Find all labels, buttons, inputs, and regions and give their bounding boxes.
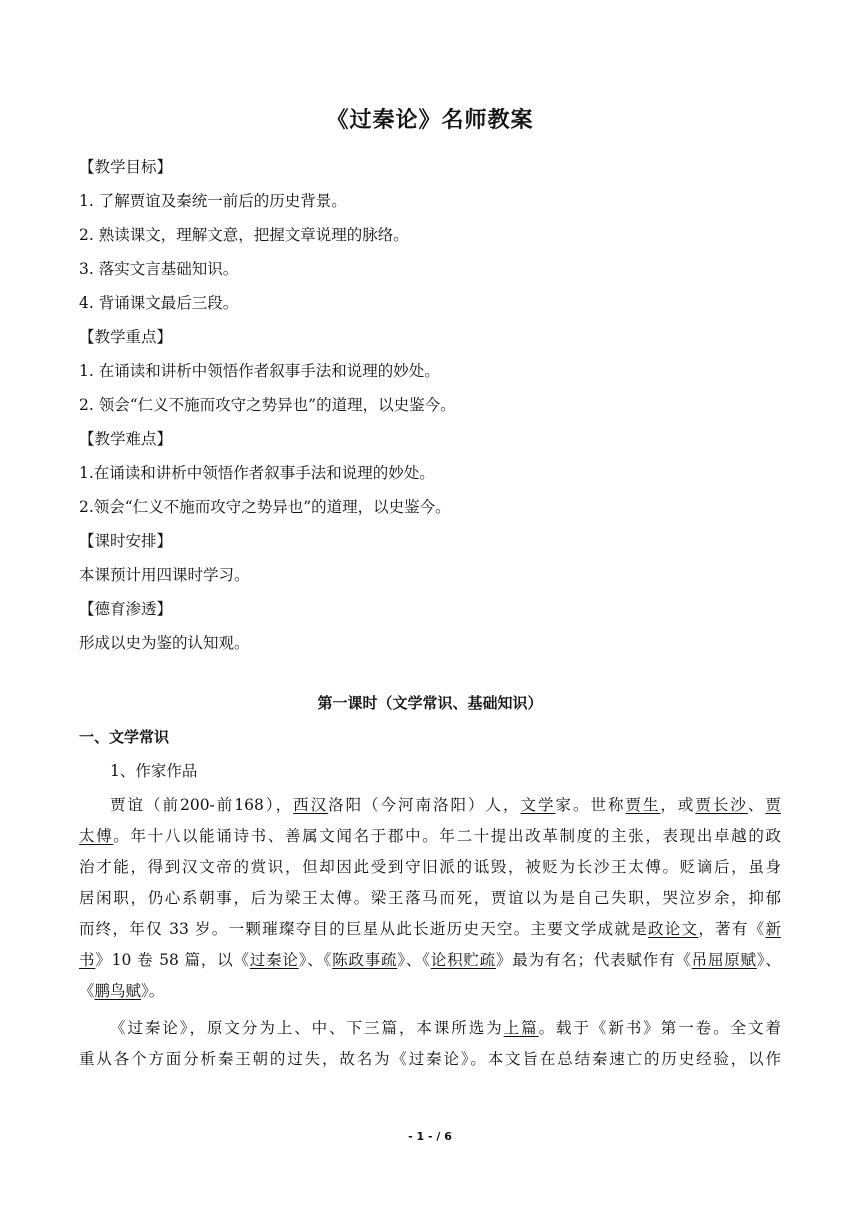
goal-item: 4. 背诵课文最后三段。: [79, 294, 239, 312]
moral-text: 形成以史为鉴的认知观。: [79, 634, 250, 652]
page-number: - 1 - / 6: [408, 1130, 452, 1143]
underlined-term: 政论文: [648, 920, 699, 938]
section-heading-goals: 【教学目标】: [79, 158, 173, 176]
difficult-point-item: 2.领会“仁义不施而攻守之势异也”的道理，以史鉴今。: [79, 498, 451, 516]
document-title: 《过秦论》名师教案: [326, 108, 534, 133]
difficult-point-item: 1.在诵读和讲析中领悟作者叙事手法和说理的妙处。: [79, 464, 435, 482]
paragraph-line: 《鹏鸟赋》。: [79, 982, 165, 1000]
document-body: [79, 150, 781, 1075]
underlined-term: 西汉: [293, 796, 329, 814]
paragraph-line: 而终，年仅 33 岁。一颗璀璨夺目的巨星从此长逝历史天空。主要文学成就是政论文，著有《新: [79, 920, 781, 938]
work-paragraph: [79, 1013, 781, 1075]
paragraph-line: 书》10 卷 58 篇，以《过秦论》、《陈政事疏》、《论积贮疏》最为有名；代表赋作有《吊屈原赋》、: [79, 951, 781, 969]
paragraph-line: 重从各个方面分析秦王朝的过失，故名为《过秦论》。本文旨在总结秦速亡的历史经验，以作: [79, 1050, 781, 1068]
underlined-term: 文学: [520, 796, 556, 814]
underlined-term: 上篇: [503, 1019, 539, 1037]
key-point-item: 1. 在诵读和讲析中领悟作者叙事手法和说理的妙处。: [79, 362, 440, 380]
section-heading-difficult-points: 【教学难点】: [79, 430, 173, 448]
underlined-term: 贾长沙: [695, 796, 748, 814]
lesson-title: 第一课时（文学常识、基础知识）: [317, 694, 543, 712]
goal-item: 2. 熟读课文，理解文意，把握文章说理的脉络。: [79, 226, 409, 244]
section-heading-schedule: 【课时安排】: [79, 532, 173, 550]
section-heading-moral: 【德育渗透】: [79, 600, 173, 618]
underlined-term: 陈政事疏: [332, 951, 398, 969]
subsection-heading-author-works: 1、作家作品: [110, 762, 198, 780]
schedule-text: 本课预计用四课时学习。: [79, 566, 250, 584]
author-paragraph: [79, 790, 781, 1007]
paragraph-line: 《过秦论》，原文分为上、中、下三篇，本课所选为上篇。载于《新书》第一卷。全文着: [110, 1019, 781, 1037]
paragraph-line: 治才能，得到汉文帝的赏识，但却因此受到守旧派的诋毁，被贬为长沙王太傅。贬谪后，虽身: [79, 858, 781, 876]
paragraph-line: 贾谊（前200-前168），西汉洛阳（今河南洛阳）人，文学家。世称贾生，或贾长沙、贾: [110, 796, 781, 814]
underlined-term: 书: [79, 951, 96, 969]
paragraph-line: 太傅。年十八以能诵诗书、善属文闻名于郡中。年二十提出改革制度的主张，表现出卓越的政: [79, 827, 781, 845]
key-point-item: 2. 领会“仁义不施而攻守之势异也”的道理，以史鉴今。: [79, 396, 456, 414]
section-heading-key-points: 【教学重点】: [79, 328, 173, 346]
underlined-term: 论积贮疏: [430, 951, 496, 969]
goal-item: 3. 落实文言基础知识。: [79, 260, 239, 278]
underlined-term: 过秦论: [249, 951, 299, 969]
underlined-term: 鹏鸟赋: [94, 982, 142, 1000]
goal-item: 1. 了解贾谊及秦统一前后的历史背景。: [79, 192, 347, 210]
underlined-term: 新: [765, 920, 781, 938]
underlined-term: 太傅: [79, 827, 114, 845]
section-heading-literature: 一、文学常识: [79, 728, 170, 746]
paragraph-line: 居闲职，仍心系朝事，后为梁王太傅。梁王落马而死，贾谊以为是自己失职，哭泣岁余，抑郁: [79, 889, 781, 907]
underlined-term: 贾生: [625, 796, 661, 814]
underlined-term: 贾: [765, 796, 781, 814]
underlined-term: 吊屈原赋: [691, 951, 757, 969]
